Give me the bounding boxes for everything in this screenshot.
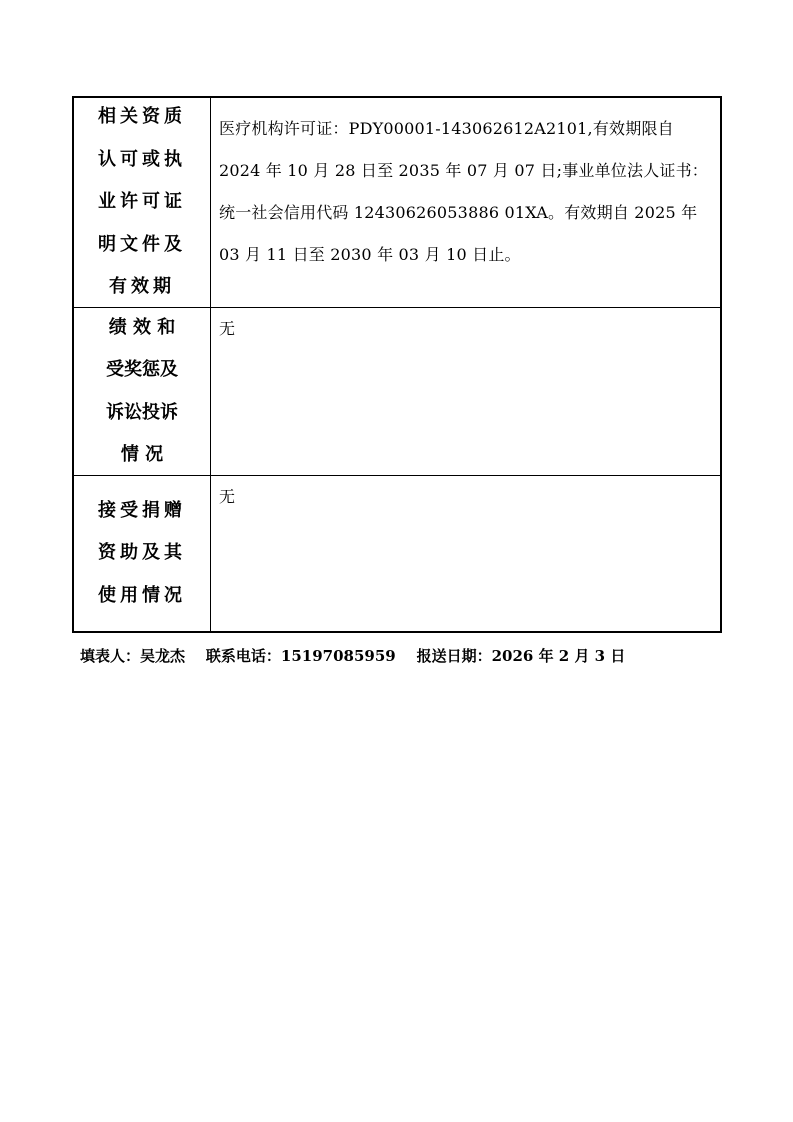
donation-label (74, 476, 211, 631)
info-table (72, 96, 722, 633)
label-line: 受奖惩及 (106, 359, 178, 380)
label-line: 使用情况 (98, 584, 186, 606)
content-line: 统一社会信用代码 12430626053886 01XA。有效期自 2025 年 (219, 203, 698, 222)
filler-name: 填表人：吴龙杰 (80, 647, 186, 665)
footer (80, 645, 625, 666)
content-line: 无 (219, 487, 236, 506)
submit-date: 报送日期：2026 年 2 月 3 日 (416, 647, 626, 665)
content-line: 2024 年 10 月 28 日至 2035 年 07 月 07 日;事业单位法人证书： (219, 161, 709, 180)
qualification-content (211, 98, 720, 308)
label-line: 相关资质 (98, 106, 186, 128)
label-line: 绩 效 和 (108, 316, 176, 338)
label-line: 接受捐赠 (98, 499, 186, 521)
qualification-label (74, 98, 211, 308)
donation-content (211, 476, 720, 631)
content-line: 无 (219, 319, 236, 338)
label-line: 有效期 (109, 276, 175, 298)
performance-content (211, 308, 720, 476)
content-line: 医疗机构许可证：PDY00001-143062612A2101,有效期限自 (219, 119, 674, 138)
content-line: 03 月 11 日至 2030 年 03 月 10 日止。 (219, 245, 521, 264)
label-line: 业许可证 (98, 191, 186, 213)
label-line: 资助及其 (98, 542, 186, 564)
performance-label (74, 308, 211, 476)
label-line: 诉讼投诉 (106, 401, 178, 423)
label-line: 认可或执 (98, 148, 186, 170)
label-line: 情 况 (120, 444, 164, 465)
label-line: 明文件及 (98, 233, 186, 255)
contact-phone: 联系电话：15197085959 (205, 647, 396, 665)
